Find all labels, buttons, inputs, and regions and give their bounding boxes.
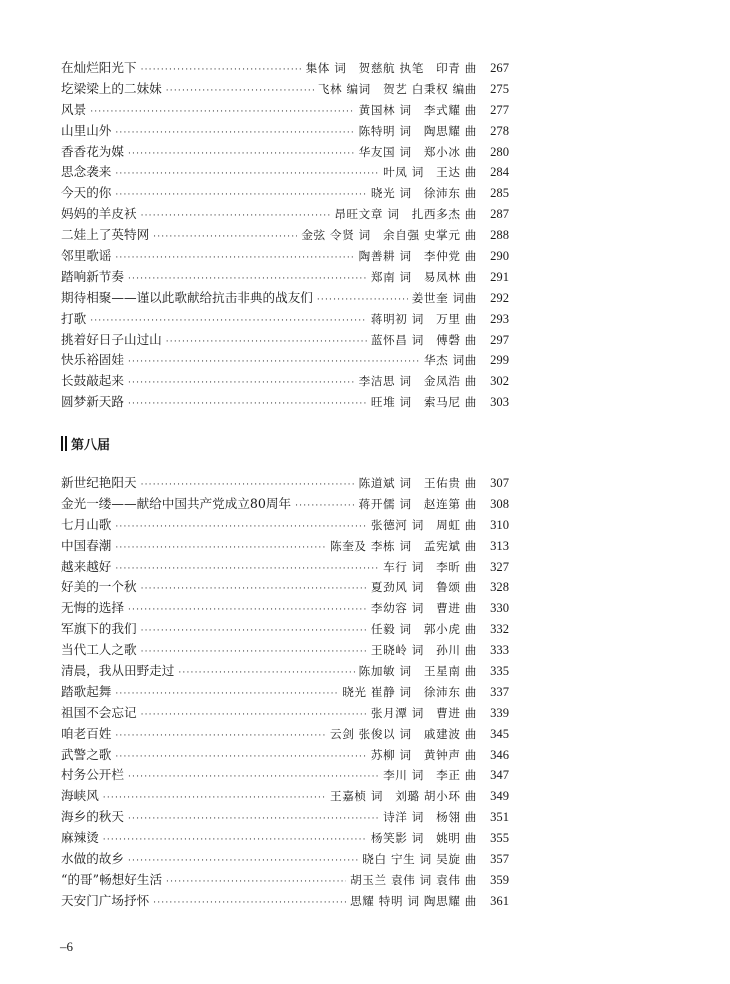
entry-title: 当代工人之歌 xyxy=(61,642,137,658)
entry-title: 山里山外 xyxy=(61,122,112,138)
entry-title: 邻里歌谣 xyxy=(61,248,112,264)
entry-credits: 华友国 词 郑小冰 曲 xyxy=(358,144,477,159)
dot-leader xyxy=(115,684,338,705)
dot-leader xyxy=(115,538,326,559)
dot-leader xyxy=(128,373,355,394)
dot-leader xyxy=(153,893,346,914)
toc-entry xyxy=(61,807,509,828)
dot-leader xyxy=(115,185,367,206)
dot-leader xyxy=(141,705,367,726)
dot-leader xyxy=(295,496,355,517)
entry-page-number: 337 xyxy=(490,684,509,699)
entry-title: 思念袭来 xyxy=(61,164,112,180)
toc-entry xyxy=(61,183,509,204)
toc-entry xyxy=(61,724,509,745)
toc-entry xyxy=(61,246,509,267)
entry-title: 踏歌起舞 xyxy=(61,683,112,699)
dot-leader xyxy=(141,621,367,642)
entry-page-number: 335 xyxy=(490,664,509,679)
entry-credits: 张德河 词 周虹 曲 xyxy=(370,517,477,532)
entry-credits: 诗洋 词 杨翎 曲 xyxy=(383,810,477,825)
entry-page-number: 297 xyxy=(490,332,509,347)
entry-page-number: 302 xyxy=(490,374,509,389)
dot-leader xyxy=(90,102,354,123)
entry-credits: 陈道斌 词 王佑贵 曲 xyxy=(358,476,477,490)
entry-page-number: 307 xyxy=(490,476,509,490)
entry-credits: 晓光 崔静 词 徐沛东 曲 xyxy=(342,684,477,699)
toc-entry xyxy=(61,79,509,100)
dot-leader xyxy=(128,767,379,788)
entry-credits: 李川 词 李正 曲 xyxy=(383,768,477,783)
dot-leader xyxy=(178,663,354,684)
entry-page-number: 327 xyxy=(490,559,509,574)
entry-title: 中国春潮 xyxy=(61,537,112,553)
toc-entry xyxy=(61,267,509,288)
entry-page-number: 351 xyxy=(490,810,509,825)
heading-bar-right xyxy=(65,436,67,451)
toc-entry xyxy=(61,142,509,163)
entry-page-number: 361 xyxy=(490,893,509,908)
entry-page-number: 275 xyxy=(490,81,509,96)
entry-page-number: 290 xyxy=(490,249,509,264)
entry-credits: 叶凤 词 王达 曲 xyxy=(383,165,477,180)
toc-entry xyxy=(61,392,509,413)
entry-page-number: 287 xyxy=(490,207,509,222)
toc-entry xyxy=(61,536,509,557)
dot-leader xyxy=(115,517,367,538)
entry-credits: 华杰 词曲 xyxy=(423,353,477,368)
entry-credits: 蒋明初 词 万里 曲 xyxy=(370,311,477,326)
section-heading xyxy=(61,433,110,453)
toc-entry xyxy=(61,870,509,891)
dot-leader xyxy=(317,290,408,311)
toc-entry xyxy=(61,473,509,494)
entry-page-number: 292 xyxy=(490,290,509,305)
dot-leader xyxy=(90,311,367,332)
entry-credits: 夏劲风 词 鲁颂 曲 xyxy=(370,580,477,595)
dot-leader xyxy=(153,227,297,248)
entry-credits: 云剑 张俊以 词 戚建波 曲 xyxy=(330,726,477,741)
toc-entry xyxy=(61,849,509,870)
entry-page-number: 355 xyxy=(490,831,509,846)
entry-page-number: 339 xyxy=(490,705,509,720)
dot-leader xyxy=(128,269,367,290)
entry-credits: 苏柳 词 黄钟声 曲 xyxy=(370,747,477,762)
entry-credits: 陶善耕 词 李仲党 曲 xyxy=(358,249,477,264)
entry-page-number: 332 xyxy=(490,622,509,637)
dot-leader xyxy=(115,559,379,580)
entry-title: 妈妈的羊皮袄 xyxy=(61,206,137,222)
toc-entry xyxy=(61,682,509,703)
page-number-footer: –6 xyxy=(60,939,73,954)
entry-page-number: 345 xyxy=(490,726,509,741)
toc-entry xyxy=(61,891,509,912)
entry-page-number: 288 xyxy=(490,228,509,243)
dot-leader xyxy=(128,144,355,165)
toc-entry xyxy=(61,640,509,661)
entry-credits: 任毅 词 郭小虎 曲 xyxy=(370,622,477,637)
entry-credits: 思耀 特明 词 陶思耀 曲 xyxy=(350,893,477,908)
toc-entry xyxy=(61,494,509,515)
entry-page-number: 277 xyxy=(490,102,509,117)
entry-title: 在灿烂阳光下 xyxy=(61,60,137,75)
entry-title: 圪梁梁上的二妹妹 xyxy=(61,80,162,96)
entry-title: “的哥”畅想好生活 xyxy=(61,871,163,887)
entry-title: 长鼓敲起来 xyxy=(61,373,124,389)
entry-title: 挑着好日子山过山 xyxy=(61,331,162,347)
entry-title: 天安门广场抒怀 xyxy=(61,892,150,908)
entry-title: 无悔的选择 xyxy=(61,600,124,616)
entry-credits: 李幼容 词 曹进 曲 xyxy=(370,601,477,616)
entry-title: 香香花为媒 xyxy=(61,143,124,159)
entry-credits: 杨笑影 词 姚明 曲 xyxy=(370,831,477,846)
toc-entry xyxy=(61,828,509,849)
entry-credits: 集体 词 贺慈航 执笔 印青 曲 xyxy=(305,61,477,75)
toc-section-7 xyxy=(61,58,509,413)
toc-section-8 xyxy=(61,473,509,912)
dot-leader xyxy=(115,248,354,269)
entry-title: 海峡风 xyxy=(61,788,99,804)
entry-page-number: 285 xyxy=(490,186,509,201)
dot-leader xyxy=(141,60,302,81)
toc-entry xyxy=(61,121,509,142)
toc-entry xyxy=(61,225,509,246)
entry-credits: 蒋开儒 词 赵连第 曲 xyxy=(358,496,477,511)
dot-leader xyxy=(128,809,379,830)
toc-entry xyxy=(61,204,509,225)
entry-title: 快乐裕固娃 xyxy=(61,352,124,368)
entry-page-number: 278 xyxy=(490,123,509,138)
toc-entry xyxy=(61,162,509,183)
entry-page-number: 328 xyxy=(490,580,509,595)
entry-title: 越来越好 xyxy=(61,558,112,574)
entry-page-number: 313 xyxy=(490,538,509,553)
entry-page-number: 284 xyxy=(490,165,509,180)
entry-page-number: 357 xyxy=(490,852,509,867)
entry-credits: 昂旺文章 词 扎西多杰 曲 xyxy=(334,207,477,222)
entry-title: 祖国不会忘记 xyxy=(61,704,137,720)
dot-leader xyxy=(128,600,367,621)
toc-entry xyxy=(61,661,509,682)
entry-page-number: 308 xyxy=(490,496,509,511)
dot-leader xyxy=(128,851,358,872)
toc-entry xyxy=(61,765,509,786)
entry-credits: 张月潭 词 曹进 曲 xyxy=(370,705,477,720)
entry-credits: 王晓岭 词 孙川 曲 xyxy=(370,643,477,658)
toc-entry xyxy=(61,703,509,724)
toc-entry xyxy=(61,577,509,598)
entry-credits: 车行 词 李昕 曲 xyxy=(383,559,477,574)
dot-leader xyxy=(141,475,355,496)
entry-page-number: 346 xyxy=(490,747,509,762)
entry-page-number: 359 xyxy=(490,872,509,887)
entry-page-number: 293 xyxy=(490,311,509,326)
entry-title: 打歌 xyxy=(61,310,87,326)
entry-credits: 陈奎及 李栋 词 孟宪斌 曲 xyxy=(330,538,477,553)
entry-title: 风景 xyxy=(61,101,87,117)
entry-title: 海乡的秋天 xyxy=(61,809,124,825)
entry-page-number: 310 xyxy=(490,517,509,532)
entry-title: 水做的故乡 xyxy=(61,851,124,867)
entry-credits: 胡玉兰 袁伟 词 袁伟 曲 xyxy=(350,872,477,887)
heading-bar-left xyxy=(61,436,63,451)
dot-leader xyxy=(115,164,379,185)
dot-leader xyxy=(141,579,367,600)
toc-entry xyxy=(61,330,509,351)
entry-page-number: 347 xyxy=(490,768,509,783)
entry-page-number: 333 xyxy=(490,643,509,658)
toc-entry xyxy=(61,58,509,79)
toc-entry xyxy=(61,557,509,578)
toc-entry xyxy=(61,786,509,807)
dot-leader xyxy=(128,394,367,415)
entry-page-number: 267 xyxy=(490,61,509,75)
entry-credits: 王嘉桢 词 刘璐 胡小环 曲 xyxy=(330,789,477,804)
toc-entry xyxy=(61,288,509,309)
entry-title: 新世纪艳阳天 xyxy=(61,475,137,490)
entry-credits: 旺堆 词 索马尼 曲 xyxy=(370,395,477,410)
toc-entry xyxy=(61,309,509,330)
toc-entry xyxy=(61,515,509,536)
entry-title: 武警之歌 xyxy=(61,746,112,762)
toc-entry xyxy=(61,100,509,121)
entry-credits: 郑南 词 易凤林 曲 xyxy=(370,269,477,284)
dot-leader xyxy=(103,830,367,851)
entry-credits: 晓白 宁生 词 吴旋 曲 xyxy=(362,852,477,867)
entry-title: 二娃上了英特网 xyxy=(61,227,150,243)
entry-page-number: 291 xyxy=(490,269,509,284)
entry-credits: 陈特明 词 陶思耀 曲 xyxy=(358,123,477,138)
dot-leader xyxy=(166,332,367,353)
dot-leader xyxy=(115,726,326,747)
entry-page-number: 280 xyxy=(490,144,509,159)
entry-credits: 蓝怀昌 词 傅磬 曲 xyxy=(370,332,477,347)
entry-title: 今天的你 xyxy=(61,185,112,201)
entry-page-number: 299 xyxy=(490,353,509,368)
entry-credits: 陈加敏 词 王星南 曲 xyxy=(358,664,477,679)
entry-page-number: 330 xyxy=(490,601,509,616)
entry-credits: 晓光 词 徐沛东 曲 xyxy=(370,186,477,201)
dot-leader xyxy=(166,872,346,893)
entry-credits: 姜世奎 词曲 xyxy=(411,290,477,305)
toc-entry xyxy=(61,745,509,766)
toc-entry xyxy=(61,619,509,640)
toc-entry xyxy=(61,598,509,619)
dot-leader xyxy=(103,788,326,809)
entry-title: 军旗下的我们 xyxy=(61,621,137,637)
entry-title: 圆梦新天路 xyxy=(61,394,124,410)
entry-title: 七月山歌 xyxy=(61,516,112,532)
entry-title: 麻辣烫 xyxy=(61,830,99,846)
entry-title: 咱老百姓 xyxy=(61,725,112,741)
entry-title: 清晨，我从田野走过 xyxy=(61,663,175,679)
dot-leader xyxy=(141,642,367,663)
section-heading-label: 第八届 xyxy=(71,437,111,453)
entry-page-number: 349 xyxy=(490,789,509,804)
dot-leader xyxy=(166,81,314,102)
entry-title: 踏响新节奏 xyxy=(61,268,124,284)
entry-credits: 李洁思 词 金凤浩 曲 xyxy=(358,374,477,389)
entry-title: 期待相聚——谨以此歌献给抗击非典的战友们 xyxy=(61,289,313,305)
entry-page-number: 303 xyxy=(490,395,509,410)
entry-credits: 金弦 令贤 词 余自强 史掌元 曲 xyxy=(301,228,477,243)
entry-credits: 黄国林 词 李式耀 曲 xyxy=(358,102,477,117)
entry-credits: 飞林 编词 贺艺 白秉权 编曲 xyxy=(317,81,477,96)
entry-title: 村务公开栏 xyxy=(61,767,124,783)
entry-title: 金光一缕——献给中国共产党成立80周年 xyxy=(61,495,292,511)
entry-title: 好美的一个秋 xyxy=(61,579,137,595)
dot-leader xyxy=(141,206,331,227)
dot-leader xyxy=(128,352,420,373)
toc-entry xyxy=(61,350,509,371)
dot-leader xyxy=(115,747,367,768)
toc-entry xyxy=(61,371,509,392)
dot-leader xyxy=(115,123,354,144)
